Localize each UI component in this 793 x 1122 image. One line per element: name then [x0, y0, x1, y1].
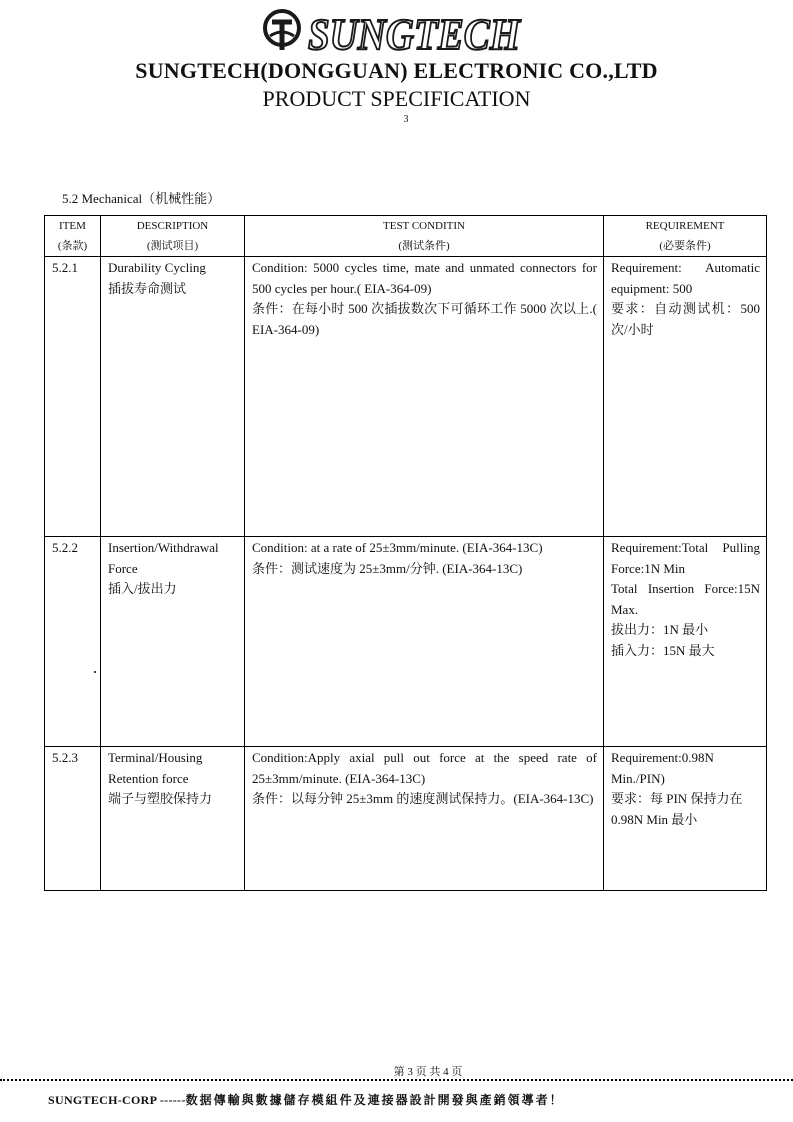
requirement-en: Requirement: Automatic equipment: 500	[611, 260, 760, 296]
requirement-zh: 要求：自动测试机：500 次/小时	[611, 301, 760, 337]
document-title: PRODUCT SPECIFICATION	[262, 86, 531, 111]
condition-zh: 条件：在每小时 500 次插拔数次下可循环工作 5000 次以上.( EIA-364-09)	[252, 301, 597, 337]
requirement-en-insertion: Total Insertion Force:15N Max.	[611, 581, 760, 617]
stray-dot	[94, 671, 96, 673]
header-test-condition: TEST CONDITIN (测试条件)	[245, 216, 604, 257]
table-row	[45, 747, 767, 891]
header-requirement: REQUIREMENT (必要条件)	[604, 216, 767, 257]
item-number: 5.2.3	[45, 747, 101, 891]
requirement-zh: 要求：每 PIN 保持力在 0.98N Min 最小	[611, 791, 743, 827]
condition-cell	[245, 257, 604, 537]
table-header-row	[45, 216, 767, 257]
requirement-zh-pulling: 拔出力：1N 最小	[611, 622, 709, 637]
table-row	[45, 537, 767, 747]
requirement-cell	[604, 257, 767, 537]
item-number: 5.2.1	[45, 257, 101, 537]
footer-corp: SUNGTECH-CORP ------	[48, 1093, 186, 1107]
description-zh: 插入/拔出力	[108, 581, 177, 596]
section-title: 5.2 Mechanical（机械性能）	[62, 191, 221, 206]
page-footer-number: 第 3 页 共 4 页	[393, 1066, 463, 1078]
condition-en: Condition: at a rate of 25±3mm/minute. (EIA-364-13C)	[252, 540, 543, 555]
spec-table	[44, 215, 767, 891]
description-cell	[101, 747, 245, 891]
requirement-en: Requirement:0.98N Min./PIN)	[611, 750, 714, 786]
logo-wordmark: SUNGTECH	[307, 10, 522, 58]
logo-emblem-icon	[265, 11, 299, 50]
company-name: SUNGTECH(DONGGUAN) ELECTRONIC CO.,LTD	[135, 58, 658, 83]
description-zh: 端子与塑胶保持力	[108, 791, 213, 806]
table-row	[45, 257, 767, 537]
requirement-zh-insertion: 插入力：15N 最大	[611, 642, 715, 658]
description-en: Insertion/Withdrawal Force	[108, 540, 219, 576]
requirement-cell	[604, 747, 767, 891]
footer-divider	[0, 1079, 793, 1081]
condition-en: Condition: 5000 cycles time, mate and unmated connectors for 500 cycles per hour.( EIA-364-09)	[252, 260, 597, 296]
condition-cell	[245, 747, 604, 891]
description-en: Terminal/Housing Retention force	[108, 750, 203, 786]
footer-slogan	[48, 1091, 564, 1108]
condition-zh: 条件：以每分钟 25±3mm 的速度测试保持力。(EIA-364-13C)	[252, 791, 594, 806]
condition-cell	[245, 537, 604, 747]
footer-slogan-text: 数据傳輸與數據儲存模組件及連接器設計開發與產銷領導者！	[185, 1093, 564, 1107]
description-en: Durability Cycling	[108, 260, 206, 275]
header-item: ITEM (条款)	[45, 216, 101, 257]
condition-zh: 条件：测试速度为 25±3mm/分钟. (EIA-364-13C)	[252, 560, 523, 576]
condition-en: Condition:Apply axial pull out force at the speed rate of 25±3mm/minute. (EIA-364-13C)	[252, 750, 597, 786]
page-marker: 3	[403, 114, 409, 125]
header-description: DESCRIPTION (测试项目)	[101, 216, 245, 257]
description-cell	[101, 257, 245, 537]
description-zh: 插拔寿命测试	[108, 280, 187, 296]
description-cell	[101, 537, 245, 747]
item-number: 5.2.2	[45, 537, 101, 747]
company-logo	[0, 6, 793, 58]
requirement-en-pulling: Requirement:Total Pulling Force:1N Min	[611, 540, 760, 576]
requirement-cell	[604, 537, 767, 747]
